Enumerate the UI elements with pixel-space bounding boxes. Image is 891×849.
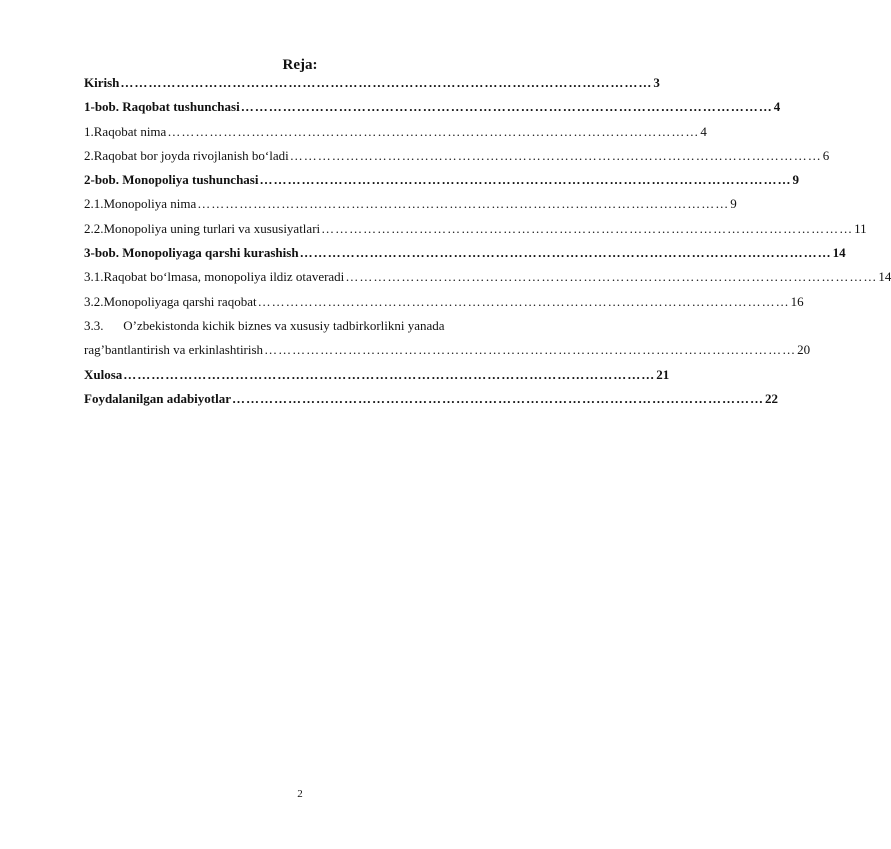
page-title: Reja: [282, 57, 318, 73]
toc-entry [84, 172, 799, 196]
leader-dots: …………………………………………………………………………………………………… [167, 123, 700, 139]
toc-entry-number: 3.2. [84, 293, 104, 309]
toc-entry-page: 4 [773, 99, 781, 115]
toc-entry-title: Raqobat nima [93, 123, 167, 139]
toc-entry-page: 9 [792, 172, 799, 188]
leader-dots: …………………………………………………………………………………………………… [345, 269, 878, 285]
toc-entry-number: 2.1. [84, 196, 104, 212]
toc-entry-page: 6 [822, 147, 830, 163]
toc-entry-page: 14 [878, 269, 891, 285]
toc-entry [84, 147, 830, 172]
toc-entry [84, 99, 781, 123]
toc-entry [84, 318, 556, 342]
toc-entry-page: 3 [653, 75, 660, 90]
toc-entry-title: Raqobat bor joyda rivojlanish bo‘ladi [93, 147, 289, 163]
toc-entry [84, 196, 737, 220]
toc-entry-number: 2. [84, 147, 94, 163]
toc-entry-continuation [84, 342, 811, 366]
toc-entry-page: 14 [832, 245, 846, 261]
leader-dots: …………………………………………………………………………………………………… [123, 366, 656, 382]
toc-entry-title: Xulosa [84, 366, 123, 382]
toc-entry-page: 9 [730, 196, 737, 212]
leader-dots: …………………………………………………………………………………………………… [321, 220, 854, 236]
toc-entry-number: 3.3. [84, 317, 104, 333]
leader-dots: …………………………………………………………………………………………………… [240, 99, 773, 115]
leader-dots: …………………………………………………………………………………………………… [197, 196, 730, 212]
toc-entry-page: 22 [765, 390, 778, 406]
toc-entry-page: 16 [790, 293, 804, 309]
toc-entry-title: 2-bob. Monopoliya tushunchasi [84, 172, 259, 188]
toc-entry-page: 21 [656, 366, 670, 382]
table-of-contents [84, 75, 891, 415]
toc-entry-title: Kirish [84, 75, 120, 90]
toc-entry [84, 390, 778, 415]
toc-entry [84, 75, 660, 99]
toc-entry [84, 269, 891, 293]
toc-entry [84, 220, 867, 245]
leader-dots: …………………………………………………………………………………………………… [259, 172, 792, 188]
leader-dots: …………………………………………………………………………………………………… [257, 293, 790, 309]
toc-entry-title: Foydalanilgan adabiyotlar [84, 390, 231, 406]
toc-entry-title: 1-bob. Raqobat tushunchasi [84, 99, 240, 115]
toc-entry-number: 3.1. [84, 269, 104, 285]
toc-entry-title: 3-bob. Monopoliyaga qarshi kurashish [84, 245, 299, 261]
toc-entry-title: Monopoliya uning turlari va xususiyatlari [103, 220, 321, 236]
toc-entry-page: 11 [854, 220, 867, 236]
leader-dots: …………………………………………………………………………………………………… [232, 390, 764, 406]
toc-entry [84, 366, 670, 391]
toc-entry-title: O’zbekistonda kichik biznes va xususiy tadbirkorlikni yanada [123, 317, 445, 333]
page-number: 2 [297, 788, 303, 800]
toc-entry-number: 1. [84, 123, 94, 139]
toc-entry-title: Monopoliyaga qarshi raqobat [103, 293, 257, 309]
leader-dots: …………………………………………………………………………………………………… [289, 147, 822, 163]
leader-dots: …………………………………………………………………………………………………… [299, 245, 832, 261]
leader-dots: …………………………………………………………………………………………………… [264, 342, 797, 358]
toc-entry [84, 293, 804, 318]
toc-entry [84, 245, 846, 269]
toc-entry-page: 20 [797, 342, 811, 358]
toc-entry-title: Monopoliya nima [103, 196, 197, 212]
toc-entry-title: Raqobat bo‘lmasa, monopoliya ildiz otaveradi [103, 269, 345, 285]
toc-entry-title: rag’bantlantirish va erkinlashtirish [84, 342, 264, 358]
toc-entry-number: 2.2. [84, 220, 104, 236]
leader-dots: …………………………………………………………………………………………………… [120, 75, 653, 90]
toc-entry [84, 123, 707, 148]
toc-entry-page: 4 [700, 123, 707, 139]
